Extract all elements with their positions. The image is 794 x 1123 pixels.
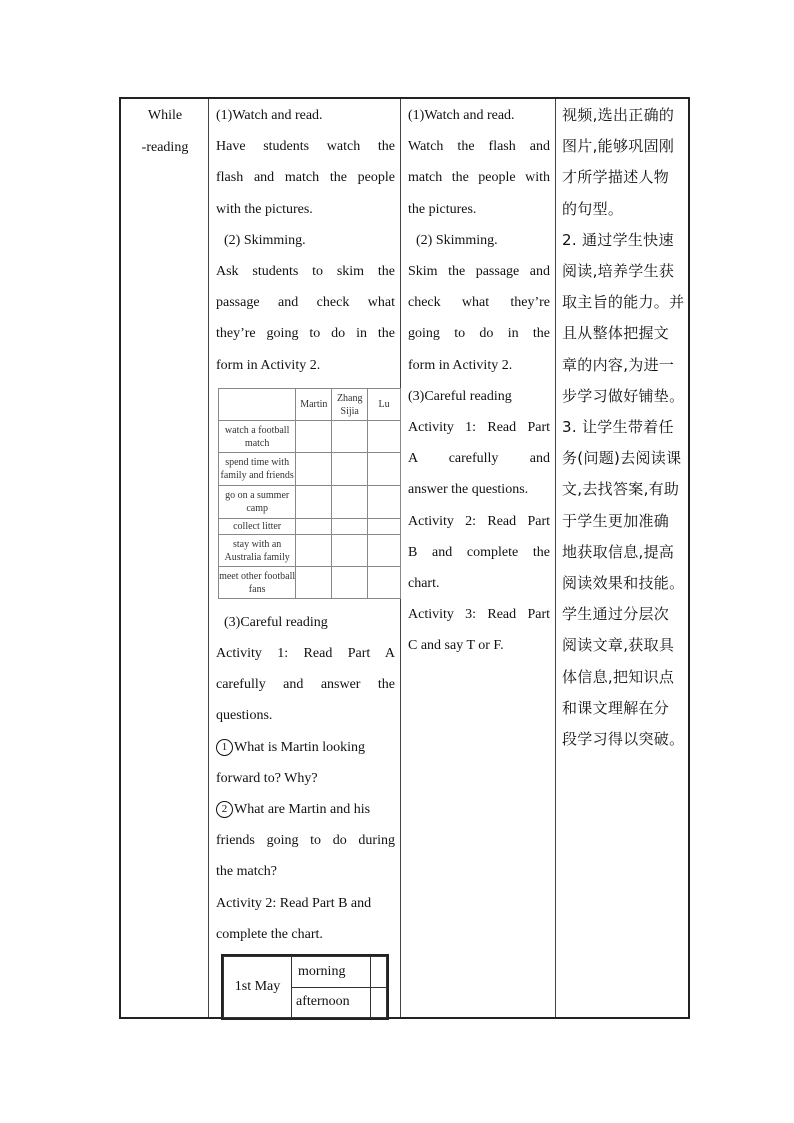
question-2 bbox=[216, 794, 395, 825]
student-line: Activity 3: Read Part bbox=[408, 607, 550, 623]
table-cell bbox=[296, 421, 332, 453]
teacher-line: Activity 2: Read Part B and bbox=[216, 895, 372, 911]
student-line: chart. bbox=[408, 576, 440, 592]
purpose-line: 章的内容,为进一 bbox=[562, 355, 675, 374]
purpose-line: 于学生更加准确 bbox=[562, 511, 670, 530]
question-1-text: What is Martin looking bbox=[234, 739, 366, 755]
design-purpose-cell bbox=[557, 99, 690, 755]
purpose-line: 2. 通过学生快速 bbox=[562, 230, 674, 249]
table-cell bbox=[368, 535, 401, 567]
activity-2-table bbox=[218, 388, 401, 600]
row-header: spend time with family and friends bbox=[219, 453, 296, 486]
student-line: Activity 1: Read Part bbox=[408, 420, 550, 436]
purpose-line: 务(问题)去阅读课 bbox=[562, 449, 682, 468]
column-header: Lu bbox=[368, 389, 401, 421]
table-cell bbox=[332, 519, 368, 535]
circled-number: 2 bbox=[216, 801, 233, 818]
question-1 bbox=[216, 732, 395, 763]
teacher-line: (2) Skimming. bbox=[224, 232, 306, 248]
table-cell bbox=[296, 535, 332, 567]
student-line: (3)Careful reading bbox=[408, 388, 512, 404]
table-cell bbox=[332, 535, 368, 567]
student-line: the pictures. bbox=[408, 201, 477, 217]
chart-slot: morning bbox=[292, 957, 371, 988]
teacher-line: the match? bbox=[216, 864, 278, 880]
purpose-line: 3. 让学生带着任 bbox=[562, 418, 674, 437]
chart-date: 1st May bbox=[224, 957, 292, 1018]
teacher-line: Have students watch the bbox=[216, 139, 395, 155]
purpose-line: 取主旨的能力。并 bbox=[562, 293, 685, 312]
purpose-line: 体信息,把知识点 bbox=[562, 667, 675, 686]
table-cell bbox=[296, 453, 332, 486]
purpose-line: 视频,选出正确的 bbox=[562, 106, 675, 124]
purpose-line: 图片,能够巩固刚 bbox=[562, 137, 675, 156]
table-cell bbox=[368, 567, 401, 599]
purpose-line: 阅读,培养学生获 bbox=[562, 262, 675, 281]
student-line: C and say T or F. bbox=[408, 638, 504, 654]
teacher-line: they’re going to do in the bbox=[216, 326, 395, 342]
purpose-line: 和课文理解在分 bbox=[562, 698, 670, 717]
stage-label-cont: -reading bbox=[141, 139, 189, 155]
student-line: match the people with bbox=[408, 170, 550, 186]
stage-cell bbox=[121, 99, 209, 163]
purpose-line: 地获取信息,提高 bbox=[562, 542, 675, 561]
table-cell bbox=[368, 519, 401, 535]
student-line: Watch the flash and bbox=[408, 139, 550, 155]
row-header: stay with an Australia family bbox=[219, 535, 296, 567]
student-line: Activity 2: Read Part bbox=[408, 513, 550, 529]
teacher-line: complete the chart. bbox=[216, 926, 323, 942]
table-cell bbox=[368, 486, 401, 519]
corner-cell bbox=[219, 389, 296, 421]
table-cell bbox=[332, 453, 368, 486]
purpose-line: 文,去找答案,有助 bbox=[562, 480, 680, 499]
student-line: form in Activity 2. bbox=[408, 357, 513, 373]
student-line: (1)Watch and read. bbox=[408, 108, 515, 123]
chart-blank-cell bbox=[371, 987, 387, 1018]
teacher-line: (3)Careful reading bbox=[224, 614, 328, 630]
chart-blank-cell bbox=[371, 957, 387, 988]
row-header: watch a football match bbox=[219, 421, 296, 453]
purpose-line: 的句型。 bbox=[562, 199, 624, 218]
stage-label: While bbox=[147, 108, 183, 123]
purpose-line: 且从整体把握文 bbox=[562, 324, 670, 343]
student-line: going to do in the bbox=[408, 326, 550, 342]
table-cell bbox=[332, 567, 368, 599]
table-cell bbox=[332, 421, 368, 453]
teacher-line: form in Activity 2. bbox=[216, 357, 321, 373]
purpose-line: 阅读效果和技能。 bbox=[562, 574, 685, 593]
teacher-line: Ask students to skim the bbox=[216, 264, 395, 280]
teacher-line: with the pictures. bbox=[216, 201, 313, 217]
table-cell bbox=[296, 486, 332, 519]
row-header: collect litter bbox=[219, 519, 296, 535]
schedule-chart bbox=[221, 954, 389, 1020]
chart-slot: afternoon bbox=[292, 987, 371, 1018]
student-activity-cell bbox=[402, 99, 556, 662]
teacher-line: questions. bbox=[216, 708, 273, 724]
purpose-line: 才所学描述人物 bbox=[562, 168, 670, 187]
circled-number: 1 bbox=[216, 739, 233, 756]
column-header: Zhang Sijia bbox=[332, 389, 368, 421]
table-cell bbox=[368, 453, 401, 486]
purpose-line: 学生通过分层次 bbox=[562, 605, 670, 624]
student-line: A carefully and bbox=[408, 451, 550, 467]
table-cell bbox=[296, 519, 332, 535]
table-cell bbox=[332, 486, 368, 519]
teacher-line: friends going to do during bbox=[216, 833, 395, 849]
teacher-line: carefully and answer the bbox=[216, 677, 395, 693]
student-line: answer the questions. bbox=[408, 482, 529, 498]
question-2-text: What are Martin and his bbox=[234, 802, 371, 818]
purpose-line: 段学习得以突破。 bbox=[562, 730, 685, 749]
purpose-line: 阅读文章,获取具 bbox=[562, 636, 675, 655]
teacher-line: Activity 1: Read Part A bbox=[216, 646, 395, 662]
student-line: check what they’re bbox=[408, 295, 550, 311]
purpose-line: 步学习做好铺垫。 bbox=[562, 386, 685, 405]
teacher-line: (1)Watch and read. bbox=[216, 108, 323, 123]
row-header: meet other football fans bbox=[219, 567, 296, 599]
student-line: Skim the passage and bbox=[408, 264, 550, 280]
teacher-line: forward to? Why? bbox=[216, 770, 318, 786]
row-header: go on a summer camp bbox=[219, 486, 296, 519]
teacher-line: passage and check what bbox=[216, 295, 395, 311]
teacher-line: flash and match the people bbox=[216, 170, 395, 186]
table-cell bbox=[368, 421, 401, 453]
column-divider bbox=[208, 99, 209, 1017]
student-line: (2) Skimming. bbox=[416, 232, 498, 248]
student-line: B and complete the bbox=[408, 544, 550, 560]
table-cell bbox=[296, 567, 332, 599]
lesson-plan-table bbox=[119, 97, 690, 1019]
column-header: Martin bbox=[296, 389, 332, 421]
